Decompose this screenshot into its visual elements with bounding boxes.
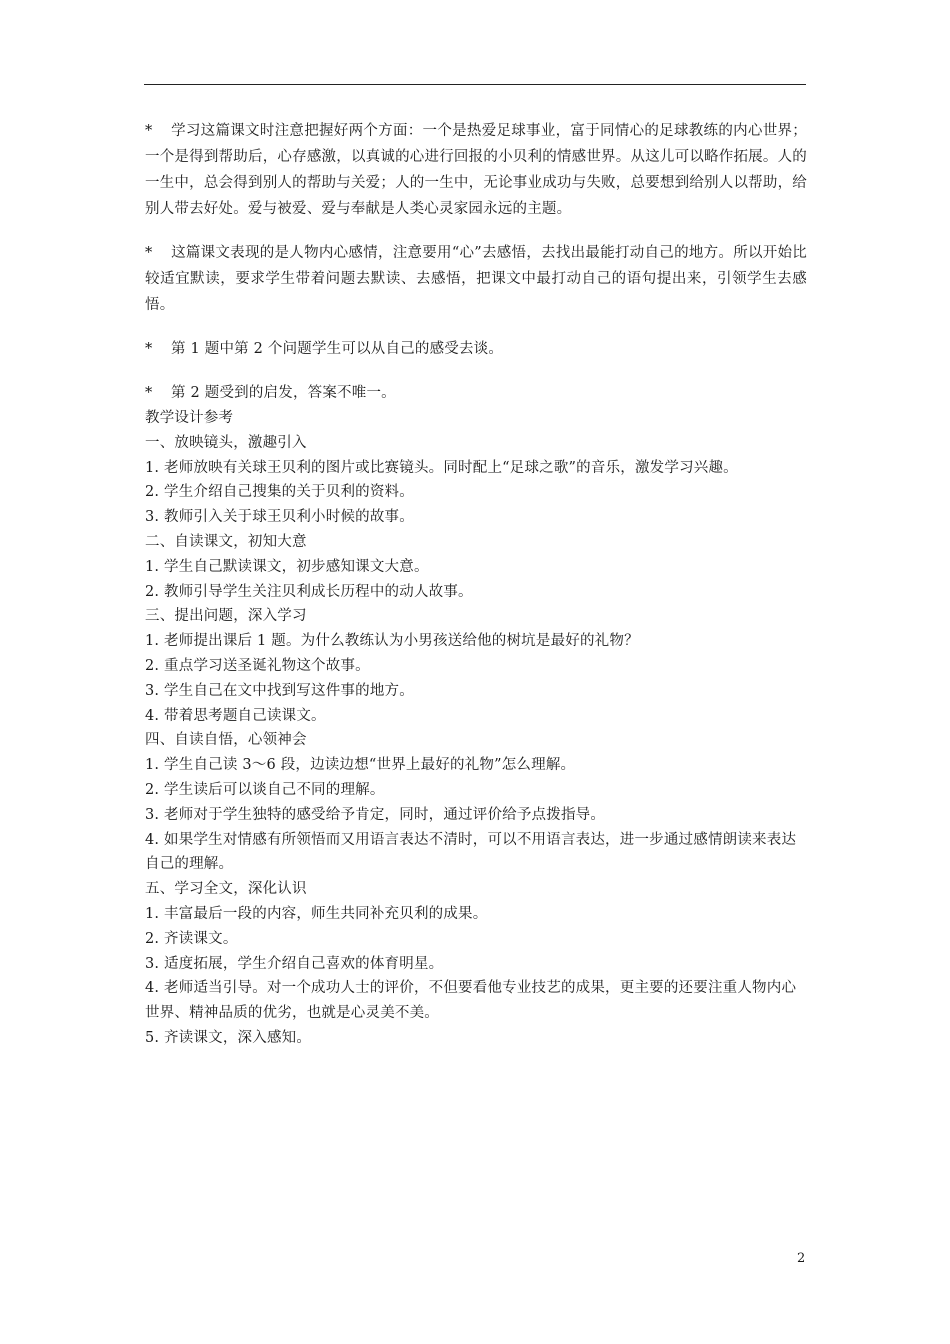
- step-item: 5. 齐读课文，深入感知。: [145, 1029, 312, 1046]
- step-item: 1. 老师放映有关球王贝利的图片或比赛镜头。同时配上“足球之歌”的音乐，激发学习兴趣。: [145, 459, 738, 476]
- step-item: 4. 老师适当引导。对一个成功人士的评价，不但要看他专业技艺的成果，更主要的还要注重人物内心世界、精神品质的优劣，也就是心灵美不美。: [145, 980, 797, 1022]
- document-body: [145, 118, 807, 1051]
- step-item: 3. 学生自己在文中找到写这件事的地方。: [145, 682, 414, 699]
- section-heading: 二、自读课文，初知大意: [145, 533, 307, 550]
- step-item: 2. 教师引导学生关注贝利成长历程中的动人故事。: [145, 583, 473, 600]
- page-number: 2: [797, 1251, 806, 1266]
- step-item: 3. 适度拓展，学生介绍自己喜欢的体育明星。: [145, 955, 444, 972]
- note-text: 第 2 题受到的启发，答案不唯一。: [171, 385, 396, 401]
- step-item: 1. 学生自己默读课文，初步感知课文大意。: [145, 558, 429, 575]
- note-paragraph: [145, 240, 807, 318]
- asterisk-bullet: *: [145, 245, 153, 261]
- asterisk-bullet: *: [145, 123, 153, 139]
- step-item: 2. 学生介绍自己搜集的关于贝利的资料。: [145, 484, 414, 501]
- step-item: 2. 重点学习送圣诞礼物这个故事。: [145, 657, 370, 674]
- step-item: 4. 带着思考题自己读课文。: [145, 707, 326, 724]
- step-item: 2. 学生读后可以谈自己不同的理解。: [145, 781, 385, 798]
- note-paragraph: [145, 380, 807, 406]
- note-text: 这篇课文表现的是人物内心感情，注意要用“心”去感悟，去找出最能打动自己的地方。所以开始比较适宜默读，要求学生带着问题去默读、去感悟，把课文中最打动自己的语句提出来，引领学生去感悟。: [145, 245, 807, 313]
- step-item: 3. 老师对于学生独特的感受给予肯定，同时，通过评价给予点拨指导。: [145, 806, 606, 823]
- step-item: 3. 教师引入关于球王贝利小时候的故事。: [145, 509, 414, 526]
- note-paragraph: [145, 118, 807, 222]
- step-item: 1. 学生自己读 3～6 段，边读边想“世界上最好的礼物”怎么理解。: [145, 757, 576, 774]
- step-item: 1. 老师提出课后 1 题。为什么教练认为小男孩送给他的树坑是最好的礼物？: [145, 633, 639, 650]
- design-title: 教学设计参考: [145, 410, 234, 426]
- section-heading: 四、自读自悟，心领神会: [145, 732, 307, 749]
- step-item: 2. 齐读课文。: [145, 930, 238, 947]
- step-item: 1. 丰富最后一段的内容，师生共同补充贝利的成果。: [145, 905, 488, 922]
- section-heading: 五、学习全文，深化认识: [145, 881, 307, 898]
- section-heading: 三、提出问题，深入学习: [145, 608, 307, 625]
- asterisk-bullet: *: [145, 341, 153, 357]
- note-text: 第 1 题中第 2 个问题学生可以从自己的感受去谈。: [171, 341, 504, 357]
- section-heading: 一、放映镜头，激趣引入: [145, 434, 307, 451]
- step-item: 4. 如果学生对情感有所领悟而又用语言表达不清时，可以不用语言表达，进一步通过感情朗读来表达自己的理解。: [145, 831, 797, 873]
- asterisk-bullet: *: [145, 385, 153, 401]
- header-rule: [144, 84, 806, 85]
- note-paragraph: [145, 336, 807, 362]
- note-text: 学习这篇课文时注意把握好两个方面：一个是热爱足球事业，富于同情心的足球教练的内心世界；一个是得到帮助后，心存感激，以真诚的心进行回报的小贝利的情感世界。从这儿可以略作拓展。人的一生中，总会得到别人的帮助与关爱；人的一生中，无论事业成功与失败，总要想到给别人以帮助，给别人带去好处。爱与被爱、爱与奉献是人类心灵家园永远的主题。: [145, 123, 807, 217]
